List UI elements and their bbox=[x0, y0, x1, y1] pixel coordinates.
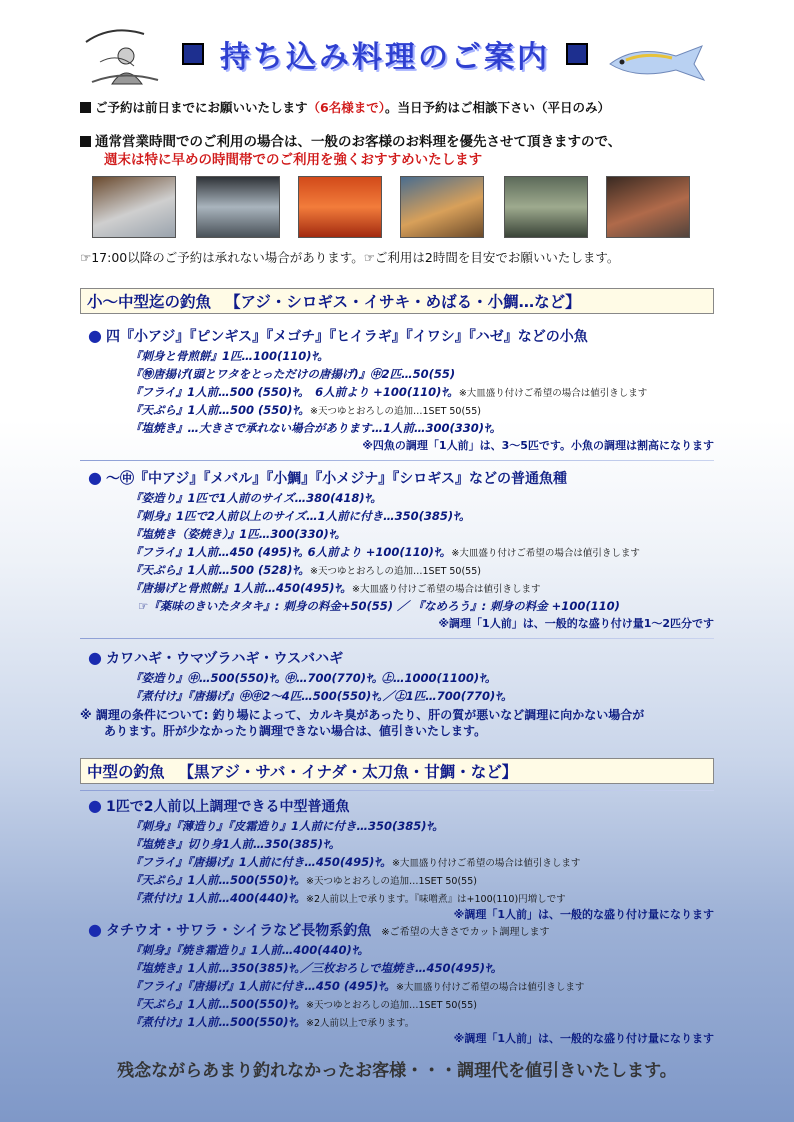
small-fish-note: ※四魚の調理「1人前」は、3～5匹です。小魚の調理は割高になります bbox=[362, 439, 714, 452]
list-item: 『煮付け』1人前…500(550)ﾔ｡ ※2人前以上で承ります。 bbox=[130, 1015, 415, 1029]
divider bbox=[80, 638, 714, 639]
list-item: 『刺身』『薄造り』『皮霜造り』1人前に付き…350(385)ﾔ｡ bbox=[130, 819, 439, 833]
list-item: 『天ぷら』1人前…500(550)ﾔ｡ ※天つゆとおろしの追加…1SET 50(55) bbox=[130, 997, 477, 1011]
list-item: 『塩焼き』…大きさで承れない場合があります…1人前…300(330)ﾔ｡ bbox=[130, 421, 496, 435]
list-item: 『煮付け』1人前…400(440)ﾔ｡ ※2人前以上で承ります。『味噌煮』は+100(110)円増しです bbox=[130, 891, 566, 905]
long-fish-note: ※調理「1人前」は、一般的な盛り付け量になります bbox=[453, 1032, 714, 1045]
list-item: 『塩焼き』1人前…350(385)ﾔ｡／三枚おろしで塩焼き…450(495)ﾔ｡ bbox=[130, 961, 497, 975]
bullet-square-icon bbox=[80, 102, 91, 113]
page-title: 持ち込み料理のご案内 bbox=[220, 40, 550, 75]
list-item: 『フライ』『唐揚げ』1人前に付き…450(495)ﾔ｡ ※大皿盛り付けご希望の場合は値引きします bbox=[130, 855, 581, 869]
list-item: 『フライ』1人前…450 (495)ﾔ｡ 6人前より +100(110)ﾔ｡ ※大皿盛り付けご希望の場合は値引きします bbox=[130, 545, 640, 559]
list-item: 『刺身と骨煎餅』1匹…100(110)ﾔ｡ bbox=[130, 349, 324, 363]
list-item: 『天ぷら』1人前…500(550)ﾔ｡ ※天つゆとおろしの追加…1SET 50(55) bbox=[130, 873, 477, 887]
cooking-condition-warning: ※ 調理の条件について: 釣り場によって、カルキ臭があったり、肝の質が悪いなど調理に向かない場合が bbox=[80, 708, 645, 722]
list-item: 『姿造り』㊥…500(550)ﾔ｡ ㊥…700(770)ﾔ｡ ㊤…1000(1100)ﾔ｡ bbox=[130, 671, 491, 685]
subsection-common-fish: ● ～㊥『中アジ』『メバル』『小鯛』『小メジナ』『シロギス』などの普通魚種 bbox=[88, 468, 567, 487]
bullet-dot-icon: ● bbox=[88, 468, 102, 487]
list-item: 『フライ』『唐揚げ』1人前に付き…450 (495)ﾔ｡ ※大皿盛り付けご希望の場合は値引きします bbox=[130, 979, 585, 993]
photo-red-fish bbox=[298, 176, 382, 238]
tataki-option: ☞『薬味のきいたタタキ』: 刺身の料金+50(55) ／ 『なめろう』: 刺身の料金 +100(110) bbox=[138, 599, 620, 613]
list-item: 『唐揚げと骨煎餅』1人前…450(495)ﾔ｡ ※大皿盛り付けご希望の場合は値引きします bbox=[130, 581, 541, 595]
subsection-filefish: ● カワハギ・ウマヅラハギ・ウスバハギ bbox=[88, 648, 344, 667]
list-item: 『刺身』1匹で2人前以上のサイズ…1人前に付き…350(385)ﾔ｡ bbox=[130, 509, 465, 523]
list-item: 『塩焼き（姿焼き）』1匹…300(330)ﾔ｡ bbox=[130, 527, 341, 541]
subsection-long-fish: ● タチウオ・サワラ・シイラなど長物系釣魚 ※ご希望の大きさでカット調理します bbox=[88, 920, 550, 939]
photo-fish-tray bbox=[92, 176, 176, 238]
priority-notice: 通常営業時間でのご利用の場合は、一般のお客様のお料理を優先させて頂きますので、 bbox=[80, 130, 621, 150]
list-item: 『㊕唐揚げ(頭とワタをとっただけの唐揚げ)』㊥2匹…50(55) bbox=[130, 367, 456, 381]
subsection-small-fish: ● 四『小アジ』『ピンギス』『メゴチ』『ヒイラギ』『イワシ』『ハゼ』などの小魚 bbox=[88, 326, 588, 345]
title-square-left-icon bbox=[182, 43, 204, 65]
title-square-right-icon bbox=[566, 43, 588, 65]
medium-fish-note: ※調理「1人前」は、一般的な盛り付け量になります bbox=[453, 908, 714, 921]
list-item: 『刺身』『焼き霜造り』1人前…400(440)ﾔ｡ bbox=[130, 943, 364, 957]
list-item: 『天ぷら』1人前…500 (528)ﾔ｡ ※天つゆとおろしの追加…1SET 50(55) bbox=[130, 563, 481, 577]
bullet-dot-icon: ● bbox=[88, 326, 102, 345]
photo-angler bbox=[606, 176, 690, 238]
bullet-dot-icon: ● bbox=[88, 648, 102, 667]
fish-icon bbox=[606, 38, 712, 86]
divider bbox=[80, 790, 714, 791]
list-item: 『天ぷら』1人前…500 (550)ﾔ｡ ※天つゆとおろしの追加…1SET 50(55) bbox=[130, 403, 481, 417]
bullet-dot-icon: ● bbox=[88, 920, 102, 939]
discount-footer: 残念ながらあまり釣れなかったお客様・・・調理代を値引きいたします。 bbox=[117, 1061, 677, 1081]
title-banner bbox=[170, 30, 600, 78]
bullet-square-icon bbox=[80, 136, 91, 147]
common-fish-note: ※調理「1人前」は、一般的な盛り付け量1～2匹分です bbox=[438, 617, 714, 630]
photo-fish-pile bbox=[196, 176, 280, 238]
list-item: 『塩焼き』切り身1人前…350(385)ﾔ｡ bbox=[130, 837, 335, 851]
fisherman-illustration bbox=[82, 22, 162, 88]
photo-large-fish bbox=[400, 176, 484, 238]
reservation-notice: ご予約は前日までにお願いいたします（6名様まで）。当日予約はご相談下さい（平日のみ） bbox=[80, 98, 610, 116]
divider bbox=[80, 460, 714, 461]
list-item: 『煮付け』『唐揚げ』㊥㊥2～4匹…500(550)ﾔ｡／㊤1匹…700(770)ﾔ｡ bbox=[130, 689, 507, 703]
photo-filefish bbox=[504, 176, 588, 238]
bullet-dot-icon: ● bbox=[88, 796, 102, 815]
time-notice: ☞17:00以降のご予約は承れない場合があります。☞ご利用は2時間を目安でお願いいたします。 bbox=[80, 250, 620, 265]
cooking-condition-warning-cont: あります。肝が少なかったり調理できない場合は、値引きいたします。 bbox=[104, 724, 487, 738]
section-medium-fish: 中型の釣魚 【黒アジ・サバ・イナダ・太刀魚・甘鯛・など】 bbox=[80, 758, 714, 784]
list-item: 『姿造り』1匹で1人前のサイズ…380(418)ﾔ｡ bbox=[130, 491, 377, 505]
subsection-medium-common: ● 1匹で2人前以上調理できる中型普通魚 bbox=[88, 796, 350, 815]
weekend-notice: 週末は特に早めの時間帯でのご利用を強くおすすめいたします bbox=[104, 152, 483, 168]
list-item: 『フライ』1人前…500 (550)ﾔ｡ 6人前より +100(110)ﾔ｡ ※大皿盛り付けご希望の場合は値引きします bbox=[130, 385, 648, 399]
section-small-medium-fish: 小～中型迄の釣魚 【アジ・シロギス・イサキ・めばる・小鯛…など】 bbox=[80, 288, 714, 314]
